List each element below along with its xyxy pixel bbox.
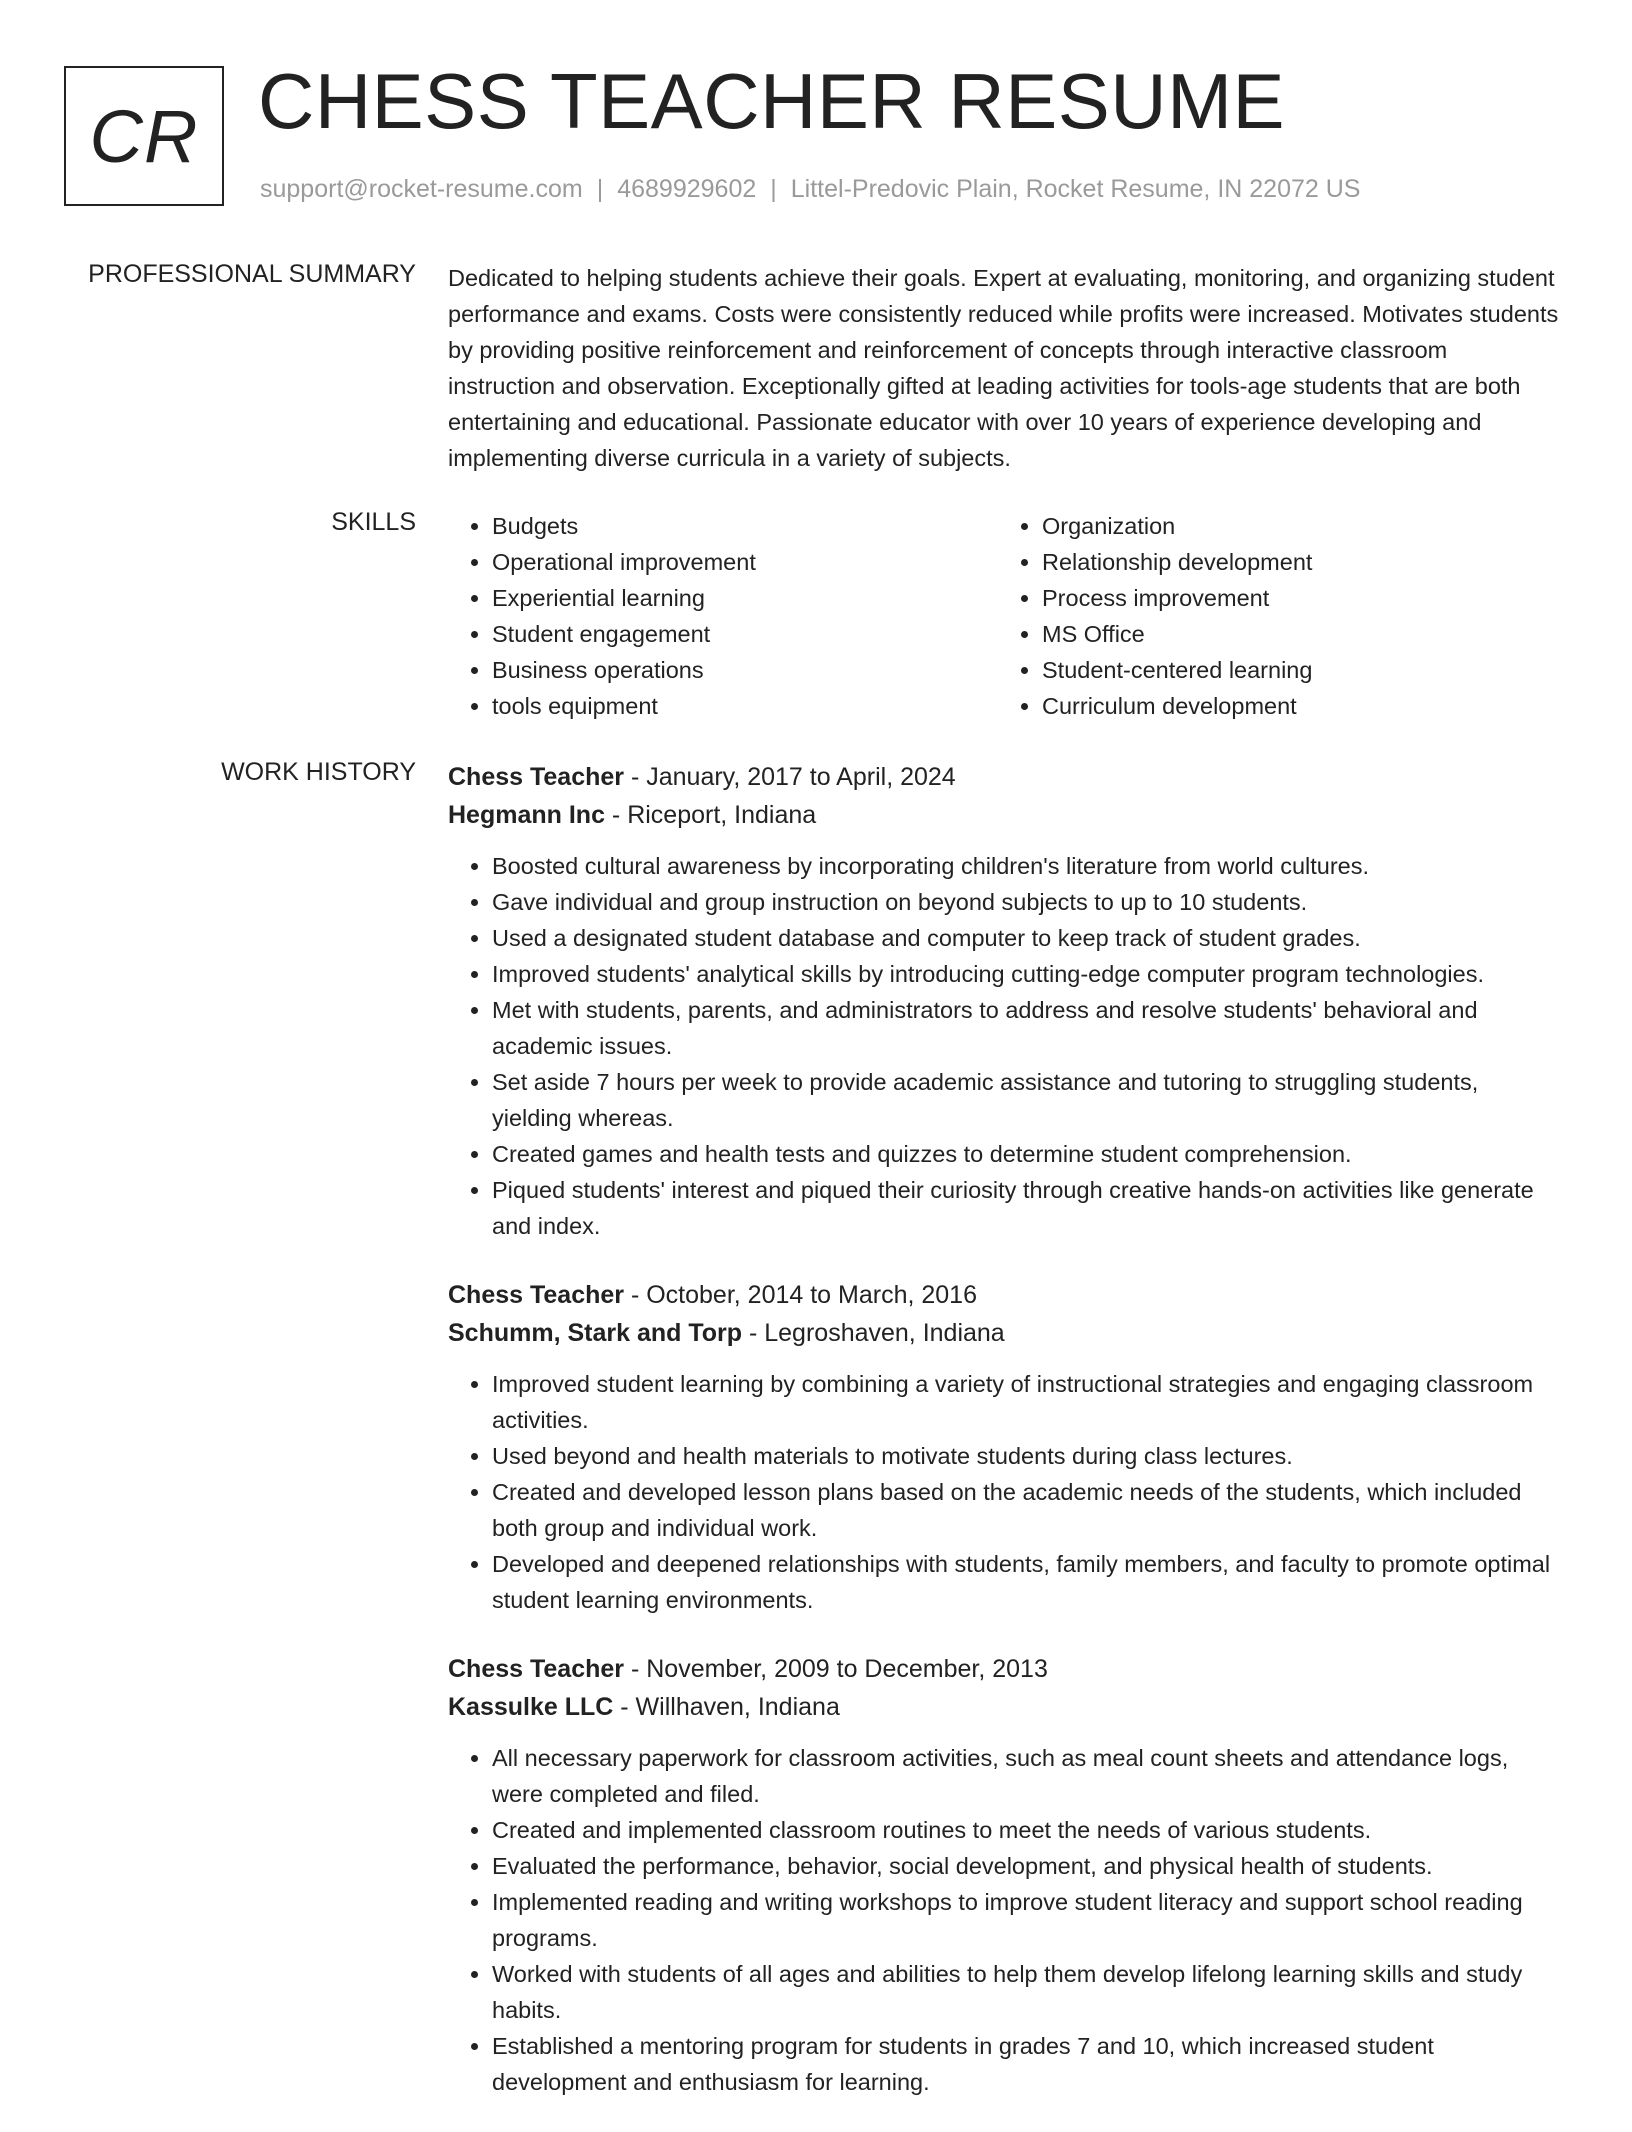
job-title: Chess Teacher bbox=[448, 763, 625, 791]
job-bullet: • Set aside 7 hours per week to provide academic assistance and tutoring to struggling students, yielding whereas. bbox=[492, 1064, 1560, 1136]
contact-separator: | bbox=[596, 175, 604, 203]
job-bullet: • Evaluated the performance, behavior, social development, and physical health of students. bbox=[492, 1848, 1560, 1884]
job-bullet: • Developed and deepened relationships with students, family members, and faculty to promote optimal student learning environments. bbox=[492, 1546, 1560, 1618]
contact-address: Littel-Predovic Plain, Rocket Resume, IN 22072 US bbox=[790, 175, 1361, 203]
job-bullet: • Improved student learning by combining a variety of instructional strategies and engaging classroom activities. bbox=[492, 1366, 1560, 1438]
job-bullets bbox=[448, 848, 1560, 1244]
job-company-line bbox=[448, 1688, 1560, 1726]
job-entry bbox=[448, 758, 1560, 1244]
job-dates: - November, 2009 to December, 2013 bbox=[624, 1655, 1048, 1683]
monogram: CR bbox=[64, 66, 224, 206]
job-bullet: • Created games and health tests and quizzes to determine student comprehension. bbox=[492, 1136, 1560, 1172]
skill-item: • Budgets bbox=[492, 508, 998, 544]
job-bullet: • Implemented reading and writing workshops to improve student literacy and support school reading programs. bbox=[492, 1884, 1560, 1956]
job-title-line bbox=[448, 758, 1560, 796]
skill-item: • Student engagement bbox=[492, 616, 998, 652]
job-bullet: • Boosted cultural awareness by incorporating children's literature from world cultures. bbox=[492, 848, 1560, 884]
skill-item: • tools equipment bbox=[492, 688, 998, 724]
skills-list-left bbox=[448, 508, 998, 724]
skill-item: • Organization bbox=[1042, 508, 1548, 544]
job-location: - Legroshaven, Indiana bbox=[742, 1319, 1005, 1347]
contact-phone[interactable]: 4689929602 bbox=[617, 175, 757, 203]
skill-item: • Process improvement bbox=[1042, 580, 1548, 616]
job-location: - Willhaven, Indiana bbox=[613, 1693, 840, 1721]
job-entry bbox=[448, 1650, 1560, 2100]
job-bullet: • Created and developed lesson plans based on the academic needs of the students, which included both group and individual work. bbox=[492, 1474, 1560, 1546]
summary-body bbox=[448, 260, 1560, 476]
skill-item: • Business operations bbox=[492, 652, 998, 688]
job-bullet: • Gave individual and group instruction on beyond subjects to up to 10 students. bbox=[492, 884, 1560, 920]
contact-line bbox=[260, 175, 1360, 204]
job-company-line bbox=[448, 1314, 1560, 1352]
skills-label: SKILLS bbox=[331, 508, 416, 536]
job-company: Hegmann Inc bbox=[448, 801, 605, 829]
job-location: - Riceport, Indiana bbox=[604, 801, 817, 829]
contact-email[interactable]: support@rocket-resume.com bbox=[260, 175, 583, 203]
job-company-line bbox=[448, 796, 1560, 834]
job-bullet: • Created and implemented classroom routines to meet the needs of various students. bbox=[492, 1812, 1560, 1848]
skill-item: • Curriculum development bbox=[1042, 688, 1548, 724]
job-bullet: • Used a designated student database and computer to keep track of student grades. bbox=[492, 920, 1560, 956]
job-title-line bbox=[448, 1650, 1560, 1688]
page-title: CHESS TEACHER RESUME bbox=[258, 57, 1286, 145]
job-bullet: • Improved students' analytical skills by introducing cutting-edge computer program technologies. bbox=[492, 956, 1560, 992]
job-bullet: • Used beyond and health materials to motivate students during class lectures. bbox=[492, 1438, 1560, 1474]
work-label: WORK HISTORY bbox=[221, 758, 416, 786]
skill-item: • Operational improvement bbox=[492, 544, 998, 580]
skills-body bbox=[448, 508, 1560, 724]
job-title: Chess Teacher bbox=[448, 1281, 625, 1309]
job-dates: - January, 2017 to April, 2024 bbox=[624, 763, 956, 791]
skill-item: • Relationship development bbox=[1042, 544, 1548, 580]
job-bullet: • Piqued students' interest and piqued their curiosity through creative hands-on activities like generate and index. bbox=[492, 1172, 1560, 1244]
job-bullet: • All necessary paperwork for classroom activities, such as meal count sheets and attendance logs, were completed and filed. bbox=[492, 1740, 1560, 1812]
job-bullets bbox=[448, 1740, 1560, 2100]
job-bullet: • Worked with students of all ages and abilities to help them develop lifelong learning skills and study habits. bbox=[492, 1956, 1560, 2028]
job-dates: - October, 2014 to March, 2016 bbox=[624, 1281, 977, 1309]
job-title: Chess Teacher bbox=[448, 1655, 625, 1683]
contact-separator: | bbox=[770, 175, 777, 203]
skill-item: • Experiential learning bbox=[492, 580, 998, 616]
skill-item: • Student-centered learning bbox=[1042, 652, 1548, 688]
skills-list-right bbox=[998, 508, 1548, 724]
summary-label: PROFESSIONAL SUMMARY bbox=[88, 260, 416, 288]
job-bullet: • Met with students, parents, and administrators to address and resolve students' behavioral and academic issues. bbox=[492, 992, 1560, 1064]
work-body bbox=[448, 758, 1560, 2132]
job-bullets bbox=[448, 1366, 1560, 1618]
summary-text: Dedicated to helping students achieve their goals. Expert at evaluating, monitoring, and organizing student performance and exams. Costs were consistently reduced while profits were increased. Motivates students by providing positive reinforcement and reinforcement of concepts through interactive classroom instruction and observation. Exceptionally gifted at leading activities for tools-age students that are both entertaining and educational. Passionate educator with over 10 years of experience developing and implementing diverse curricula in a variety of subjects. bbox=[448, 265, 1559, 471]
job-company: Kassulke LLC bbox=[448, 1693, 614, 1721]
skill-item: • MS Office bbox=[1042, 616, 1548, 652]
job-company: Schumm, Stark and Torp bbox=[448, 1319, 743, 1347]
job-title-line bbox=[448, 1276, 1560, 1314]
job-entry bbox=[448, 1276, 1560, 1618]
job-bullet: • Established a mentoring program for students in grades 7 and 10, which increased student development and enthusiasm for learning. bbox=[492, 2028, 1560, 2100]
